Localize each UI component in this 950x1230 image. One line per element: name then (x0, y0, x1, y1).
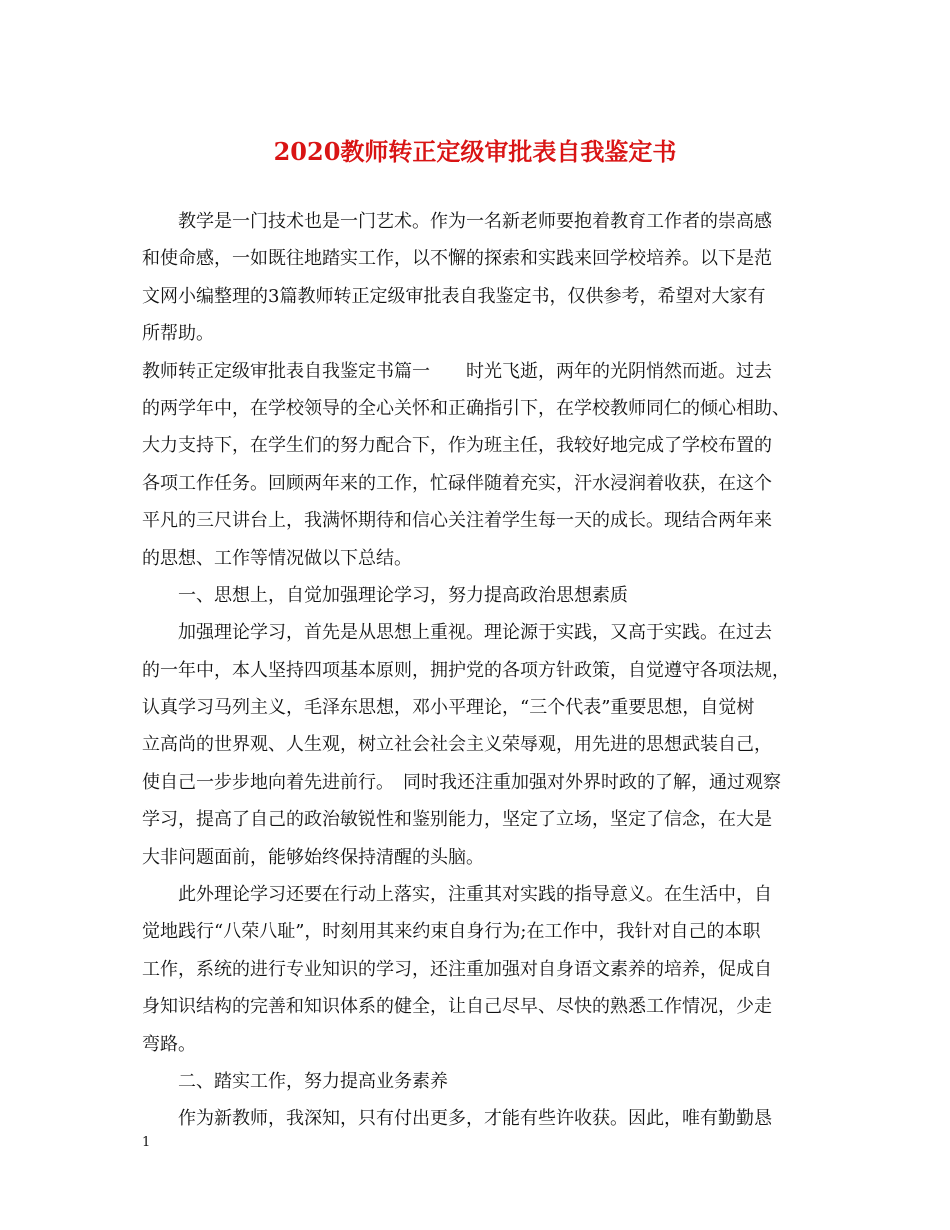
paragraph-line: 教师转正定级审批表自我鉴定书篇一 时光飞逝，两年的光阴悄然而逝。过去 (142, 360, 772, 382)
paragraph-line: 此外理论学习还要在行动上落实，注重其对实践的指导意义。在生活中，自 (178, 884, 772, 906)
paragraph-line: 弯路。 (142, 1033, 196, 1055)
paragraph-line: 作为新教师，我深知，只有付出更多，才能有些许收获。因此，唯有勤勤恳 (178, 1108, 772, 1130)
document-body (142, 203, 822, 1138)
paragraph-line: 和使命感，一如既往地踏实工作，以不懈的探索和实践来回学校培养。以下是范 (142, 248, 772, 270)
paragraph-line: 工作，系统的进行专业知识的学习，还注重加强对自身语文素养的培养，促成自 (142, 958, 772, 980)
paragraph-line: 的思想、工作等情况做以下总结。 (142, 547, 412, 569)
paragraph-line: 加强理论学习，首先是从思想上重视。理论源于实践，又高于实践。在过去 (178, 622, 772, 644)
document-title: 2020教师转正定级审批表自我鉴定书 (273, 137, 677, 166)
paragraph-line: 认真学习马列主义，毛泽东思想，邓小平理论，“三个代表”重要思想，自觉树 (142, 697, 755, 719)
paragraph-line: 学习，提高了自己的政治敏锐性和鉴别能力，坚定了立场，坚定了信念，在大是 (142, 809, 772, 831)
paragraph-line: 各项工作任务。回顾两年来的工作，忙碌伴随着充实，汗水浸润着收获，在这个 (142, 472, 772, 494)
section-heading: 二、踏实工作，努力提高业务素养 (178, 1070, 448, 1092)
paragraph-line: 的两学年中，在学校领导的全心关怀和正确指引下，在学校教师同仁的倾心相助、 (142, 397, 790, 419)
paragraph-line: 觉地践行“八荣八耻”，时刻用其来约束自身行为;在工作中，我针对自己的本职 (142, 921, 761, 943)
paragraph-line: 大力支持下，在学生们的努力配合下，作为班主任，我较好地完成了学校布置的 (142, 435, 772, 457)
section-heading: 一、思想上，自觉加强理论学习，努力提高政治思想素质 (178, 584, 628, 606)
paragraph-line: 文网小编整理的3篇教师转正定级审批表自我鉴定书，仅供参考，希望对大家有 (142, 285, 766, 307)
paragraph-line: 立高尚的世界观、人生观，树立社会社会主义荣辱观，用先进的思想武装自己， (142, 734, 772, 756)
paragraph-line: 的一年中，本人坚持四项基本原则，拥护党的各项方针政策，自觉遵守各项法规， (142, 659, 790, 681)
page-number: 1 (142, 1135, 151, 1150)
paragraph-line: 平凡的三尺讲台上，我满怀期待和信心关注着学生每一天的成长。现结合两年来 (142, 510, 772, 532)
paragraph-line: 大非问题面前，能够始终保持清醒的头脑。 (142, 846, 484, 868)
paragraph-line: 教学是一门技术也是一门艺术。作为一名新老师要抱着教育工作者的崇高感 (178, 211, 772, 232)
paragraph-line: 使自己一步步地向着先进前行。 同时我还注重加强对外界时政的了解，通过观察 (142, 771, 781, 793)
paragraph-line: 所帮助。 (142, 323, 214, 345)
paragraph-line: 身知识结构的完善和知识体系的健全，让自己尽早、尽快的熟悉工作情况，少走 (142, 996, 772, 1018)
